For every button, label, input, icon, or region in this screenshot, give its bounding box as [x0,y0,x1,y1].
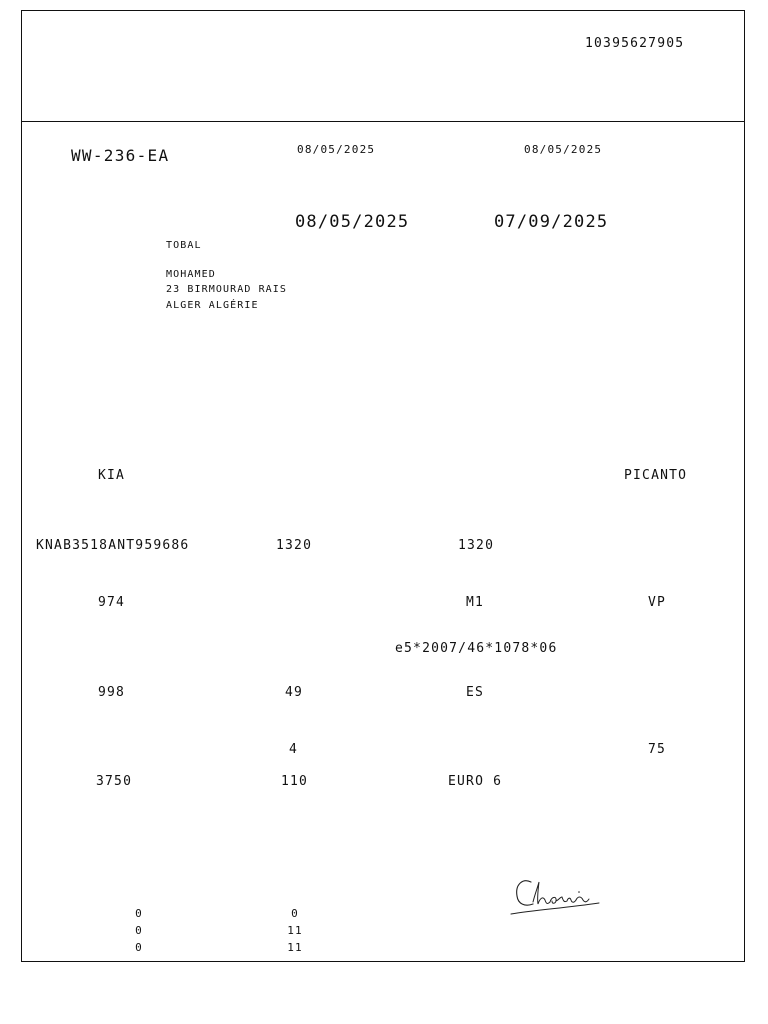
footer-left-value-1: 0 [135,907,143,920]
vehicle-fuel: ES [466,685,485,700]
footer-right-value-1: 0 [291,907,299,920]
signature-image [505,874,605,918]
first-registration-date: 08/05/2025 [297,143,376,156]
document-number: 10395627905 [585,36,685,51]
vehicle-model: PICANTO [624,468,688,483]
vehicle-empty-mass: 974 [98,595,126,610]
vehicle-max-mass: 1320 [276,538,313,553]
holder-first-name: MOHAMED [166,269,216,280]
vehicle-displacement: 998 [98,685,126,700]
holder-last-name: TOBAL [166,240,202,251]
certificate-date: 08/05/2025 [524,143,603,156]
footer-left-value-2: 0 [135,924,143,937]
registration-plate: WW-236-EA [71,146,170,165]
vehicle-co2: 110 [281,774,309,789]
vehicle-engine-speed: 3750 [96,774,133,789]
footer-right-value-2: 11 [287,924,303,937]
vehicle-seats: 4 [289,742,299,757]
vehicle-noise-level: 75 [648,742,667,757]
holder-address-line1: 23 BIRMOURAD RAIS [166,284,288,295]
vehicle-make: KIA [98,468,126,483]
validity-end-date: 07/09/2025 [494,212,609,232]
footer-left-value-3: 0 [135,941,143,954]
footer-right-value-3: 11 [287,941,303,954]
vehicle-env-class: EURO 6 [448,774,503,789]
vehicle-genre: VP [648,595,667,610]
vehicle-power: 49 [285,685,304,700]
vehicle-type-approval: e5*2007/46*1078*06 [395,641,558,656]
validity-start-date: 08/05/2025 [295,212,410,232]
vehicle-service-mass: 1320 [458,538,495,553]
holder-address-line2: ALGER ALGÉRIE [166,300,259,311]
vehicle-vin: KNAB3518ANT959686 [36,538,190,553]
header-divider [21,121,745,122]
vehicle-category: M1 [466,595,485,610]
